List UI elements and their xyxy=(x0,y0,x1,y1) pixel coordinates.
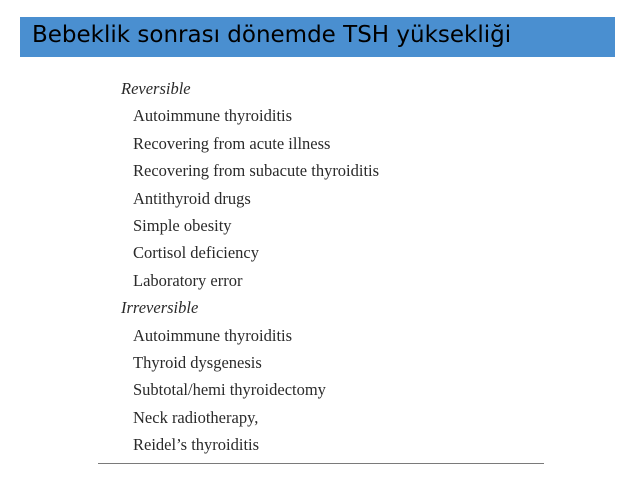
section-heading-irreversible: Irreversible xyxy=(121,298,199,318)
cause-table xyxy=(121,75,561,458)
list-item: Autoimmune thyroiditis xyxy=(133,106,293,126)
list-item: Antithyroid drugs xyxy=(133,188,251,208)
list-item: Recovering from subacute thyroiditis xyxy=(133,161,380,181)
section-heading-reversible: Reversible xyxy=(121,79,191,98)
list-item: Reidel’s thyroiditis xyxy=(133,435,260,455)
table-bottom-rule xyxy=(98,463,544,464)
list-item: Simple obesity xyxy=(133,215,232,235)
list-item: Subtotal/hemi thyroidectomy xyxy=(133,380,326,400)
list-item: Recovering from acute illness xyxy=(133,133,331,153)
list-item: Neck radiotherapy, xyxy=(133,407,259,427)
slide-title-bar xyxy=(20,17,615,57)
list-item: Cortisol deficiency xyxy=(133,243,260,263)
slide-title: Bebeklik sonrası dönemde TSH yüksekliği xyxy=(32,22,512,48)
list-item: Autoimmune thyroiditis xyxy=(133,325,293,345)
list-item: Laboratory error xyxy=(133,270,243,290)
list-item: Thyroid dysgenesis xyxy=(133,352,262,372)
